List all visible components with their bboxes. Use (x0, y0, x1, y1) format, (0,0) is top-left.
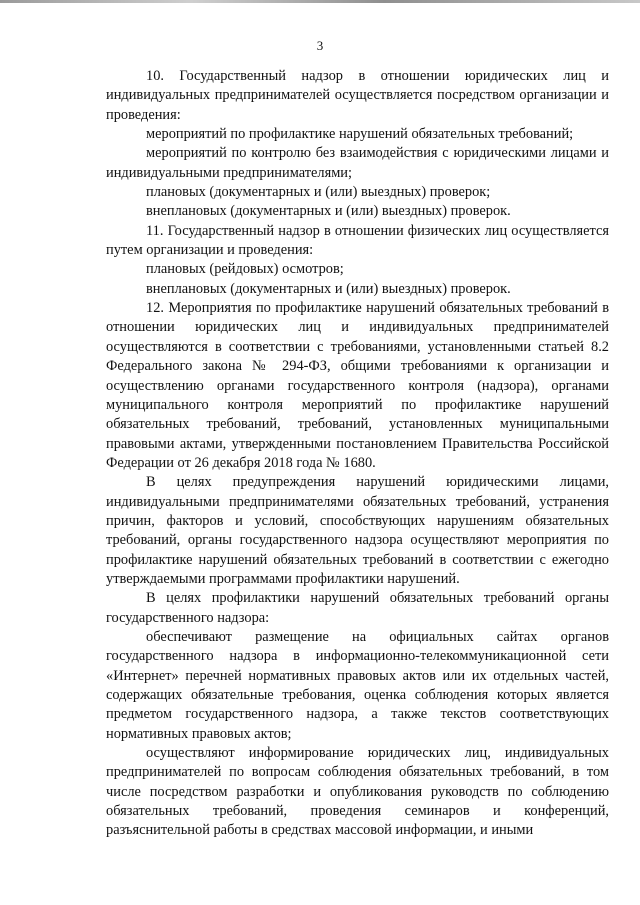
paragraph-prevention-goals: В целях предупреждения нарушений юридическими лицами, индивидуальными предпринимателями обязательных требований, устранения причин, факторов и условий, способствующих нарушениям обязательных требований, органы государственного надзора осуществляют мероприятия по профилактике нарушений обязательных требований в соответствии с ежегодно утверждаемыми программами профилактики нарушений. (106, 474, 609, 587)
list-item-planned-inspections: плановых (документарных и (или) выездных) проверок; (146, 184, 491, 201)
list-item-unplanned-inspections: внеплановых (документарных и (или) выездных) проверок. (146, 203, 511, 220)
list-item-informing: осуществляют информирование юридических лиц, индивидуальных предпринимателей по вопросам соблюдения обязательных требований, в том числе посредством разработки и опубликования руководств по соблюдению обязательных требований, проведения семинаров и конференций, разъяснительной работы в средствах массовой информации, и иными (106, 745, 609, 839)
list-item-control-without-interaction: мероприятий по контролю без взаимодействия с юридическими лицами и индивидуальными предпринимателями; (106, 145, 609, 181)
paragraph-item-10: 10. Государственный надзор в отношении юридических лиц и индивидуальных предпринимателей осуществляется посредством организации и проведения: (106, 68, 609, 123)
list-item-raid-inspections: плановых (рейдовых) осмотров; (146, 261, 344, 278)
document-body (106, 67, 609, 841)
list-item-unplanned-inspections-individuals: внеплановых (документарных и (или) выездных) проверок. (146, 280, 511, 297)
scan-edge (0, 0, 640, 3)
paragraph-item-11: 11. Государственный надзор в отношении физических лиц осуществляется путем организации и проведения: (106, 222, 609, 259)
list-item-publish-acts: обеспечивают размещение на официальных сайтах органов государственного надзора в информационно-телекоммуникационной сети «Интернет» перечней нормативных правовых актов или их отдельных частей, содержащих обязательные требования, оценка соблюдения которых является предметом государственного надзора, а также текстов соответствующих нормативных правовых актов; (106, 628, 609, 742)
paragraph-prevention-measures-intro: В целях профилактики нарушений обязательных требований органы государственного надзора: (106, 590, 609, 626)
list-item-prevention: мероприятий по профилактике нарушений обязательных требований; (146, 126, 574, 143)
page-number: 3 (316, 38, 324, 53)
paragraph-item-12: 12. Мероприятия по профилактике нарушений обязательных требований в отношении юридических лиц и индивидуальных предпринимателей осуществляются в соответствии с требованиями, установленными статьей 8.2 Федерального закона № 294-ФЗ, общими требованиями к организации и осуществлению органами государственного контроля (надзора), органами муниципального контроля мероприятий по профилактике нарушений обязательных требований, требований, установленных муниципальными правовыми актами, утвержденными постановлением Правительства Российской Федерации от 26 декабря 2018 года № 1680. (106, 300, 609, 471)
